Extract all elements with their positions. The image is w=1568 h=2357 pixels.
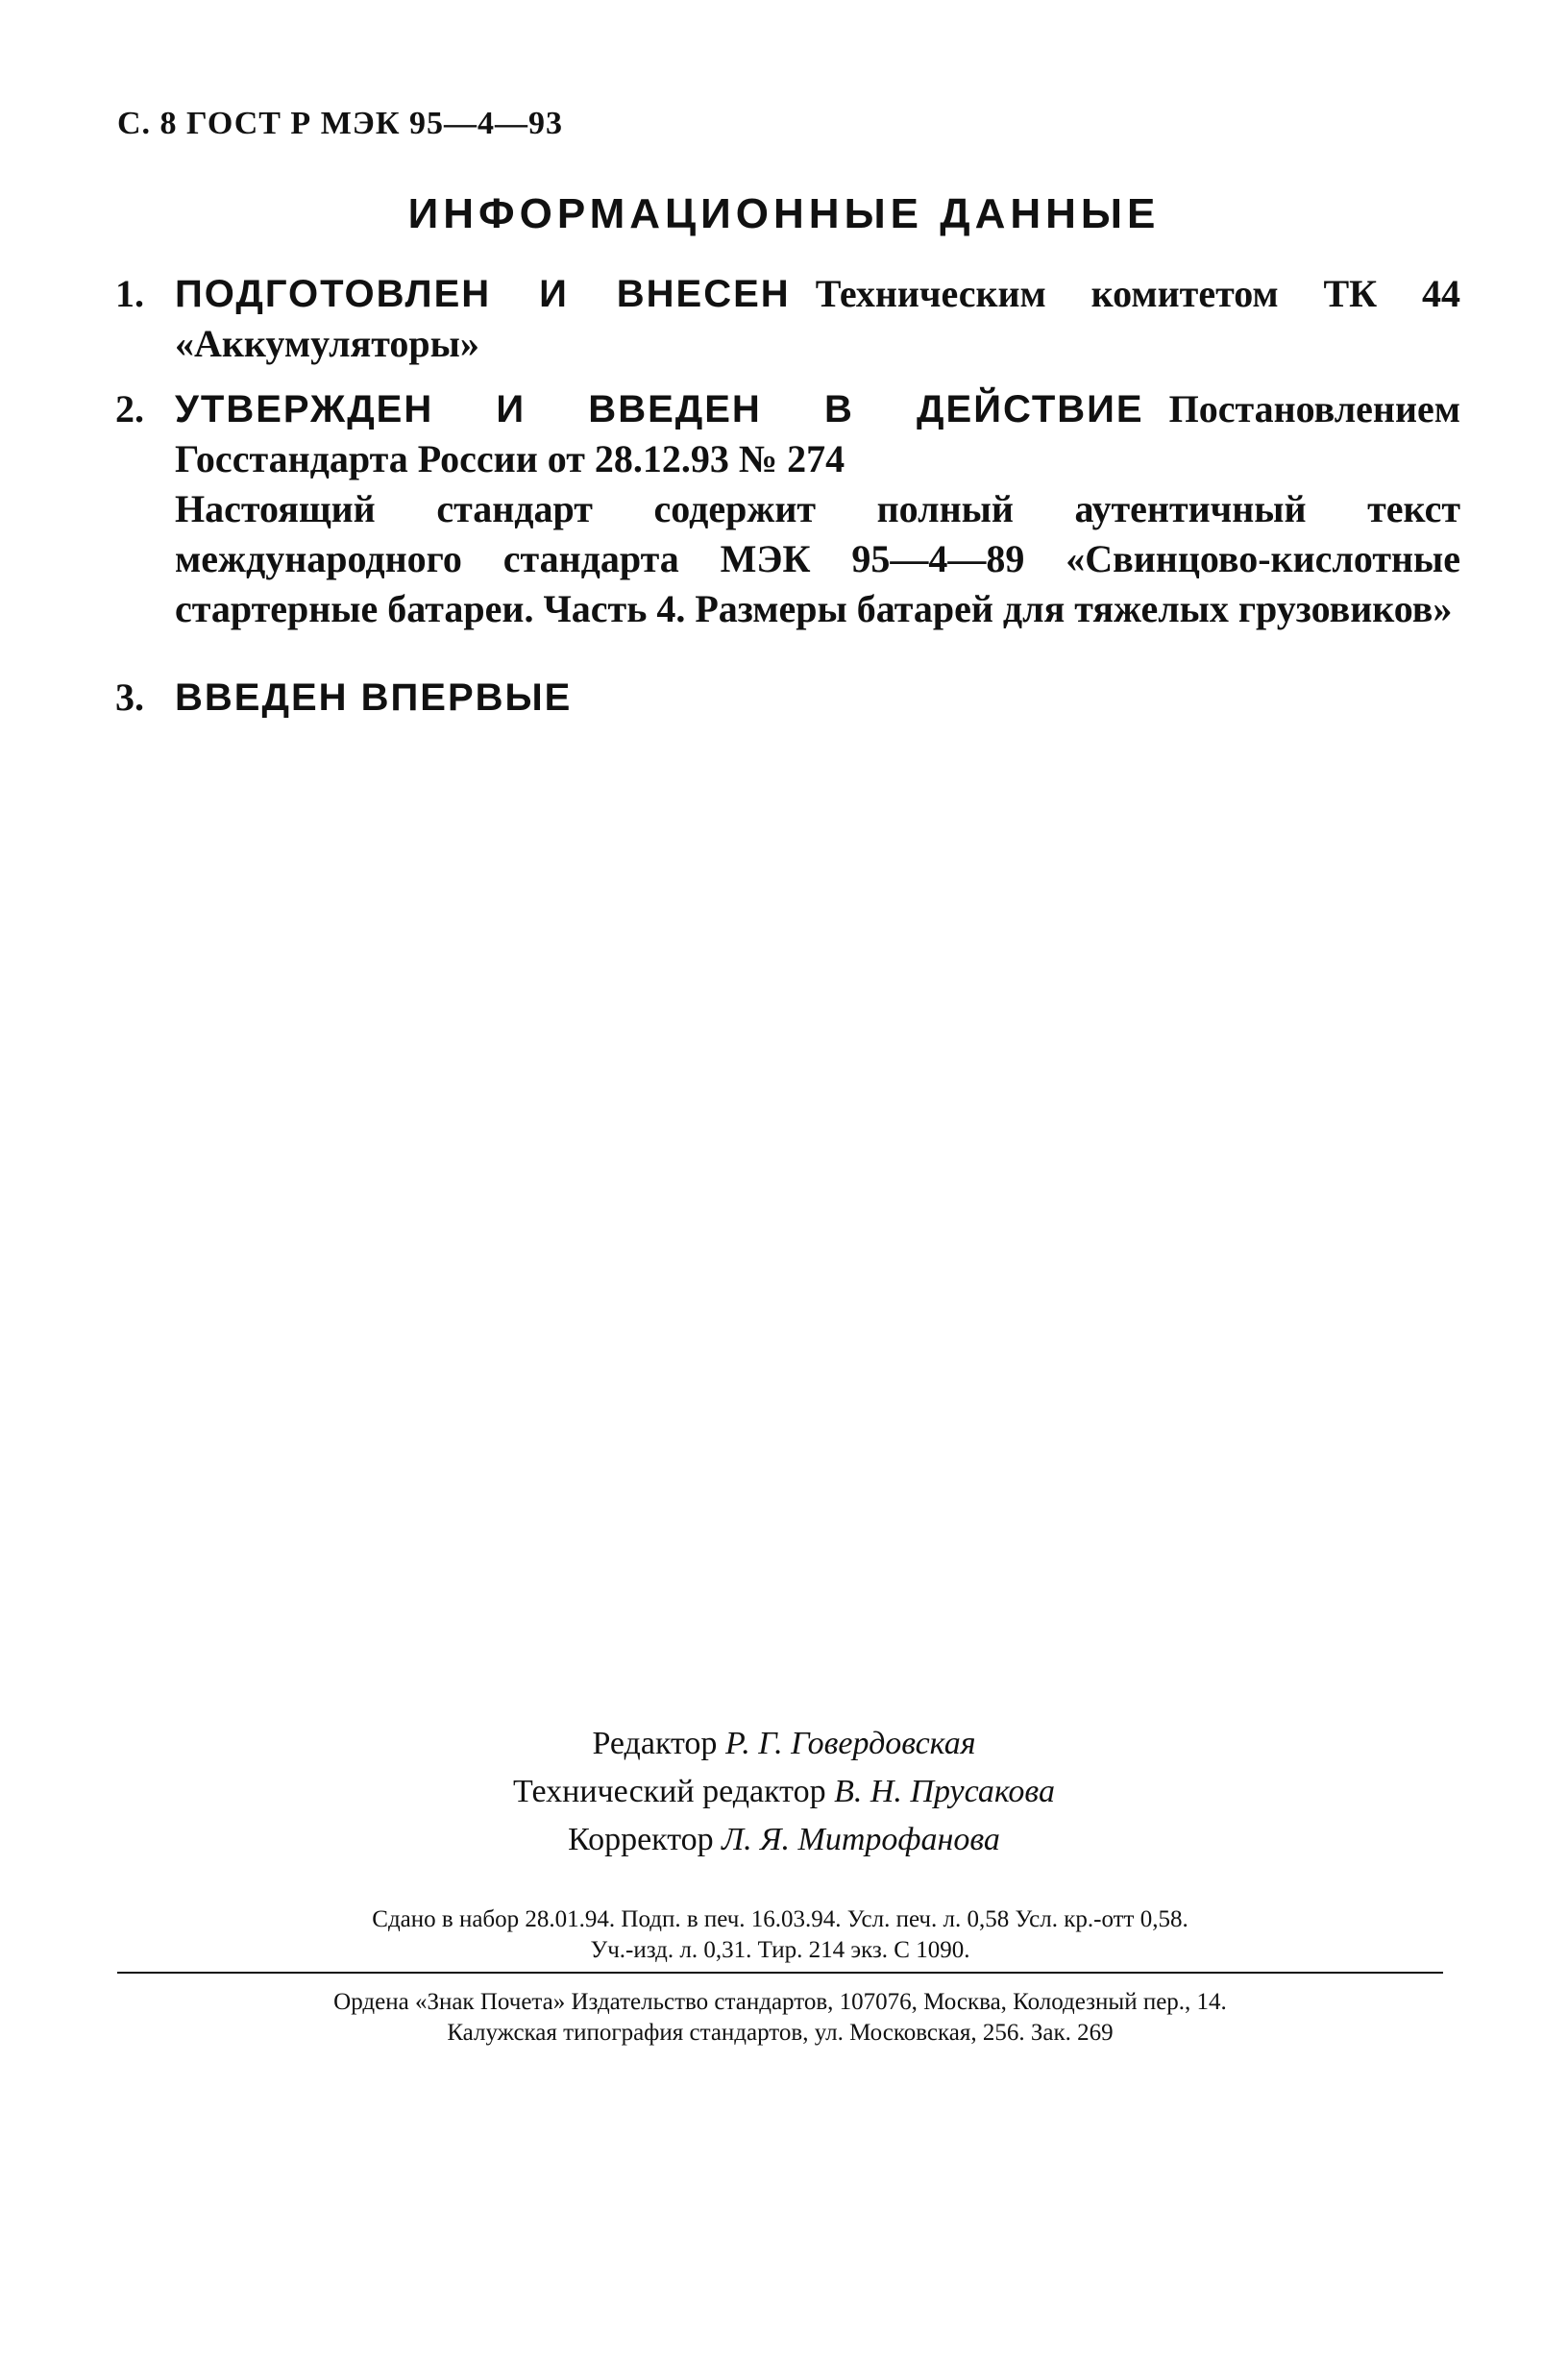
credit-name: В. Н. Прусакова — [834, 1774, 1055, 1809]
imprint-line: Сдано в набор 28.01.94. Подп. в печ. 16.03.94. Усл. печ. л. 0,58 Усл. кр.-отт 0,58. — [372, 1906, 1188, 1932]
item-lead: ВВЕДЕН ВПЕРВЫЕ — [175, 676, 573, 719]
item-number: 1. — [115, 272, 144, 315]
section-title: ИНФОРМАЦИОННЫЕ ДАННЫЕ — [407, 190, 1161, 237]
credits-block — [0, 1720, 1568, 1864]
item-body — [175, 673, 1460, 723]
credit-editor — [0, 1720, 1568, 1768]
imprint-line: Ордена «Знак Почета» Издательство стандартов, 107076, Москва, Колодезный пер., 14. — [333, 1989, 1227, 2015]
item-paragraph: Настоящий стандарт содержит полный аутентичный текст международного стандарта МЭК 95—4—89 «Свинцово-кислотные стартерные батареи. Часть 4. Размеры батарей для тяжелых грузовиков» — [175, 487, 1460, 630]
imprint-line: Калужская типография стандартов, ул. Московская, 256. Зак. 269 — [447, 2020, 1114, 2046]
info-item-3 — [115, 673, 1460, 723]
info-item-2 — [115, 384, 1460, 634]
credit-corrector — [0, 1816, 1568, 1864]
item-body — [175, 384, 1460, 634]
page-header: С. 8 ГОСТ Р МЭК 95—4—93 — [117, 106, 564, 141]
credit-role: Редактор — [592, 1726, 718, 1761]
item-lead: УТВЕРЖДЕН И ВВЕДЕН В ДЕЙСТВИЕ — [175, 388, 1144, 430]
item-body — [175, 269, 1460, 369]
item-text: Техническим комитетом ТК 44 «Аккумуляторы» — [175, 272, 1460, 365]
divider — [117, 1972, 1443, 1974]
credit-role: Корректор — [568, 1822, 714, 1857]
item-text: Постановлением Госстандарта России от 28.12.93 № 274 — [175, 387, 1460, 480]
credit-role: Технический редактор — [513, 1774, 826, 1809]
credit-name: Л. Я. Митрофанова — [722, 1822, 1000, 1857]
imprint-print-details — [117, 1904, 1443, 1966]
credit-technical-editor — [0, 1768, 1568, 1816]
item-number: 3. — [115, 675, 144, 719]
item-lead: ПОДГОТОВЛЕН И ВНЕСЕН — [175, 273, 791, 315]
imprint-line: Уч.-изд. л. 0,31. Тир. 214 экз. С 1090. — [590, 1937, 970, 1963]
info-item-1 — [115, 269, 1460, 369]
credit-name: Р. Г. Говердовская — [724, 1726, 976, 1761]
item-number: 2. — [115, 387, 144, 430]
imprint-publisher — [117, 1987, 1443, 2049]
